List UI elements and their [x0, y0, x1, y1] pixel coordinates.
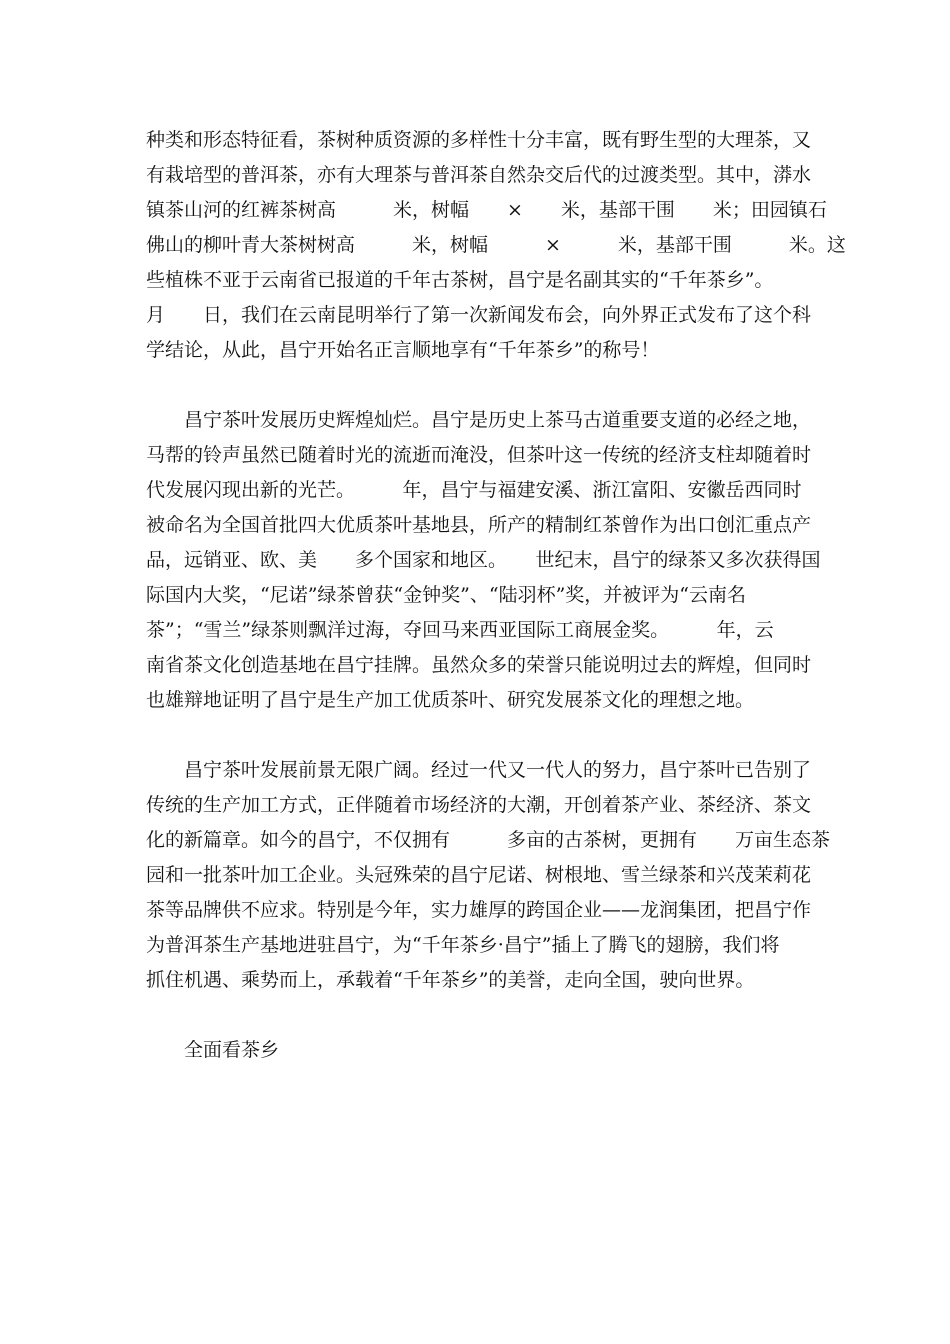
text-line: 园和一批茶叶加工企业。头冠殊荣的昌宁尼诺、树根地、雪兰绿茶和兴茂茉莉花 [146, 864, 812, 886]
text-line: 传统的生产加工方式，正伴随着市场经济的大潮，开创着茶产业、茶经济、茶文 [146, 794, 812, 816]
text-line: 也雄辩地证明了昌宁是生产加工优质茶叶、研究发展茶文化的理想之地。 [146, 689, 755, 711]
text-line: 抓住机遇、乘势而上，承载着“千年茶乡”的美誉，走向全国，驶向世界。 [146, 969, 755, 991]
text-line: 昌宁茶叶发展历史辉煌灿烂。昌宁是历史上茶马古道重要支道的必经之地， [146, 409, 812, 431]
text-line: 茶等品牌供不应求。特别是今年，实力雄厚的跨国企业——龙润集团，把昌宁作 [146, 899, 812, 921]
text-line: 有栽培型的普洱茶，亦有大理茶与普洱茶自然杂交后代的过渡类型。其中，漭水 [146, 164, 812, 186]
text-line: 学结论，从此，昌宁开始名正言顺地享有“千年茶乡”的称号！ [146, 339, 660, 361]
text-line: 为普洱茶生产基地进驻昌宁，为“千年茶乡·昌宁”插上了腾飞的翅膀，我们将 [146, 934, 780, 956]
text-line: 佛山的柳叶青大茶树树高 米，树幅 × 米，基部干围 米。这 [146, 234, 846, 256]
text-line: 月 日，我们在云南昆明举行了第一次新闻发布会，向外界正式发布了这个科 [146, 304, 812, 326]
text-line: 昌宁茶叶发展前景无限广阔。经过一代又一代人的努力，昌宁茶叶已告别了 [146, 759, 812, 781]
text-line: 化的新篇章。如今的昌宁，不仅拥有 多亩的古茶树，更拥有 万亩生态茶 [146, 829, 831, 851]
section-heading-text: 全面看茶乡 [146, 1039, 280, 1061]
text-line: 茶”；“雪兰”绿茶则飘洋过海，夺回马来西亚国际工商展金奖。 年，云 [146, 619, 774, 641]
text-line: 被命名为全国首批四大优质茶叶基地县，所产的精制红茶曾作为出口创汇重点产 [146, 514, 812, 536]
text-line: 马帮的铃声虽然已随着时光的流逝而淹没，但茶叶这一传统的经济支柱却随着时 [146, 444, 812, 466]
text-line: 镇茶山河的红裤茶树高 米，树幅 × 米，基部干围 米；田园镇石 [146, 199, 827, 221]
text-line: 品，远销亚、欧、美 多个国家和地区。 世纪末，昌宁的绿茶又多次获得国 [146, 549, 821, 571]
text-line: 际国内大奖，“尼诺”绿茶曾获“金钟奖”、“陆羽杯”奖，并被评为“云南名 [146, 584, 746, 606]
text-line: 南省茶文化创造基地在昌宁挂牌。虽然众多的荣誉只能说明过去的辉煌，但同时 [146, 654, 812, 676]
text-line: 种类和形态特征看，茶树种质资源的多样性十分丰富，既有野生型的大理茶，又 [146, 129, 812, 151]
text-line: 代发展闪现出新的光芒。 年，昌宁与福建安溪、浙江富阳、安徽岳西同时 [146, 479, 802, 501]
text-line: 些植株不亚于云南省已报道的千年古茶树，昌宁是名副其实的“千年茶乡”。 [146, 269, 774, 291]
